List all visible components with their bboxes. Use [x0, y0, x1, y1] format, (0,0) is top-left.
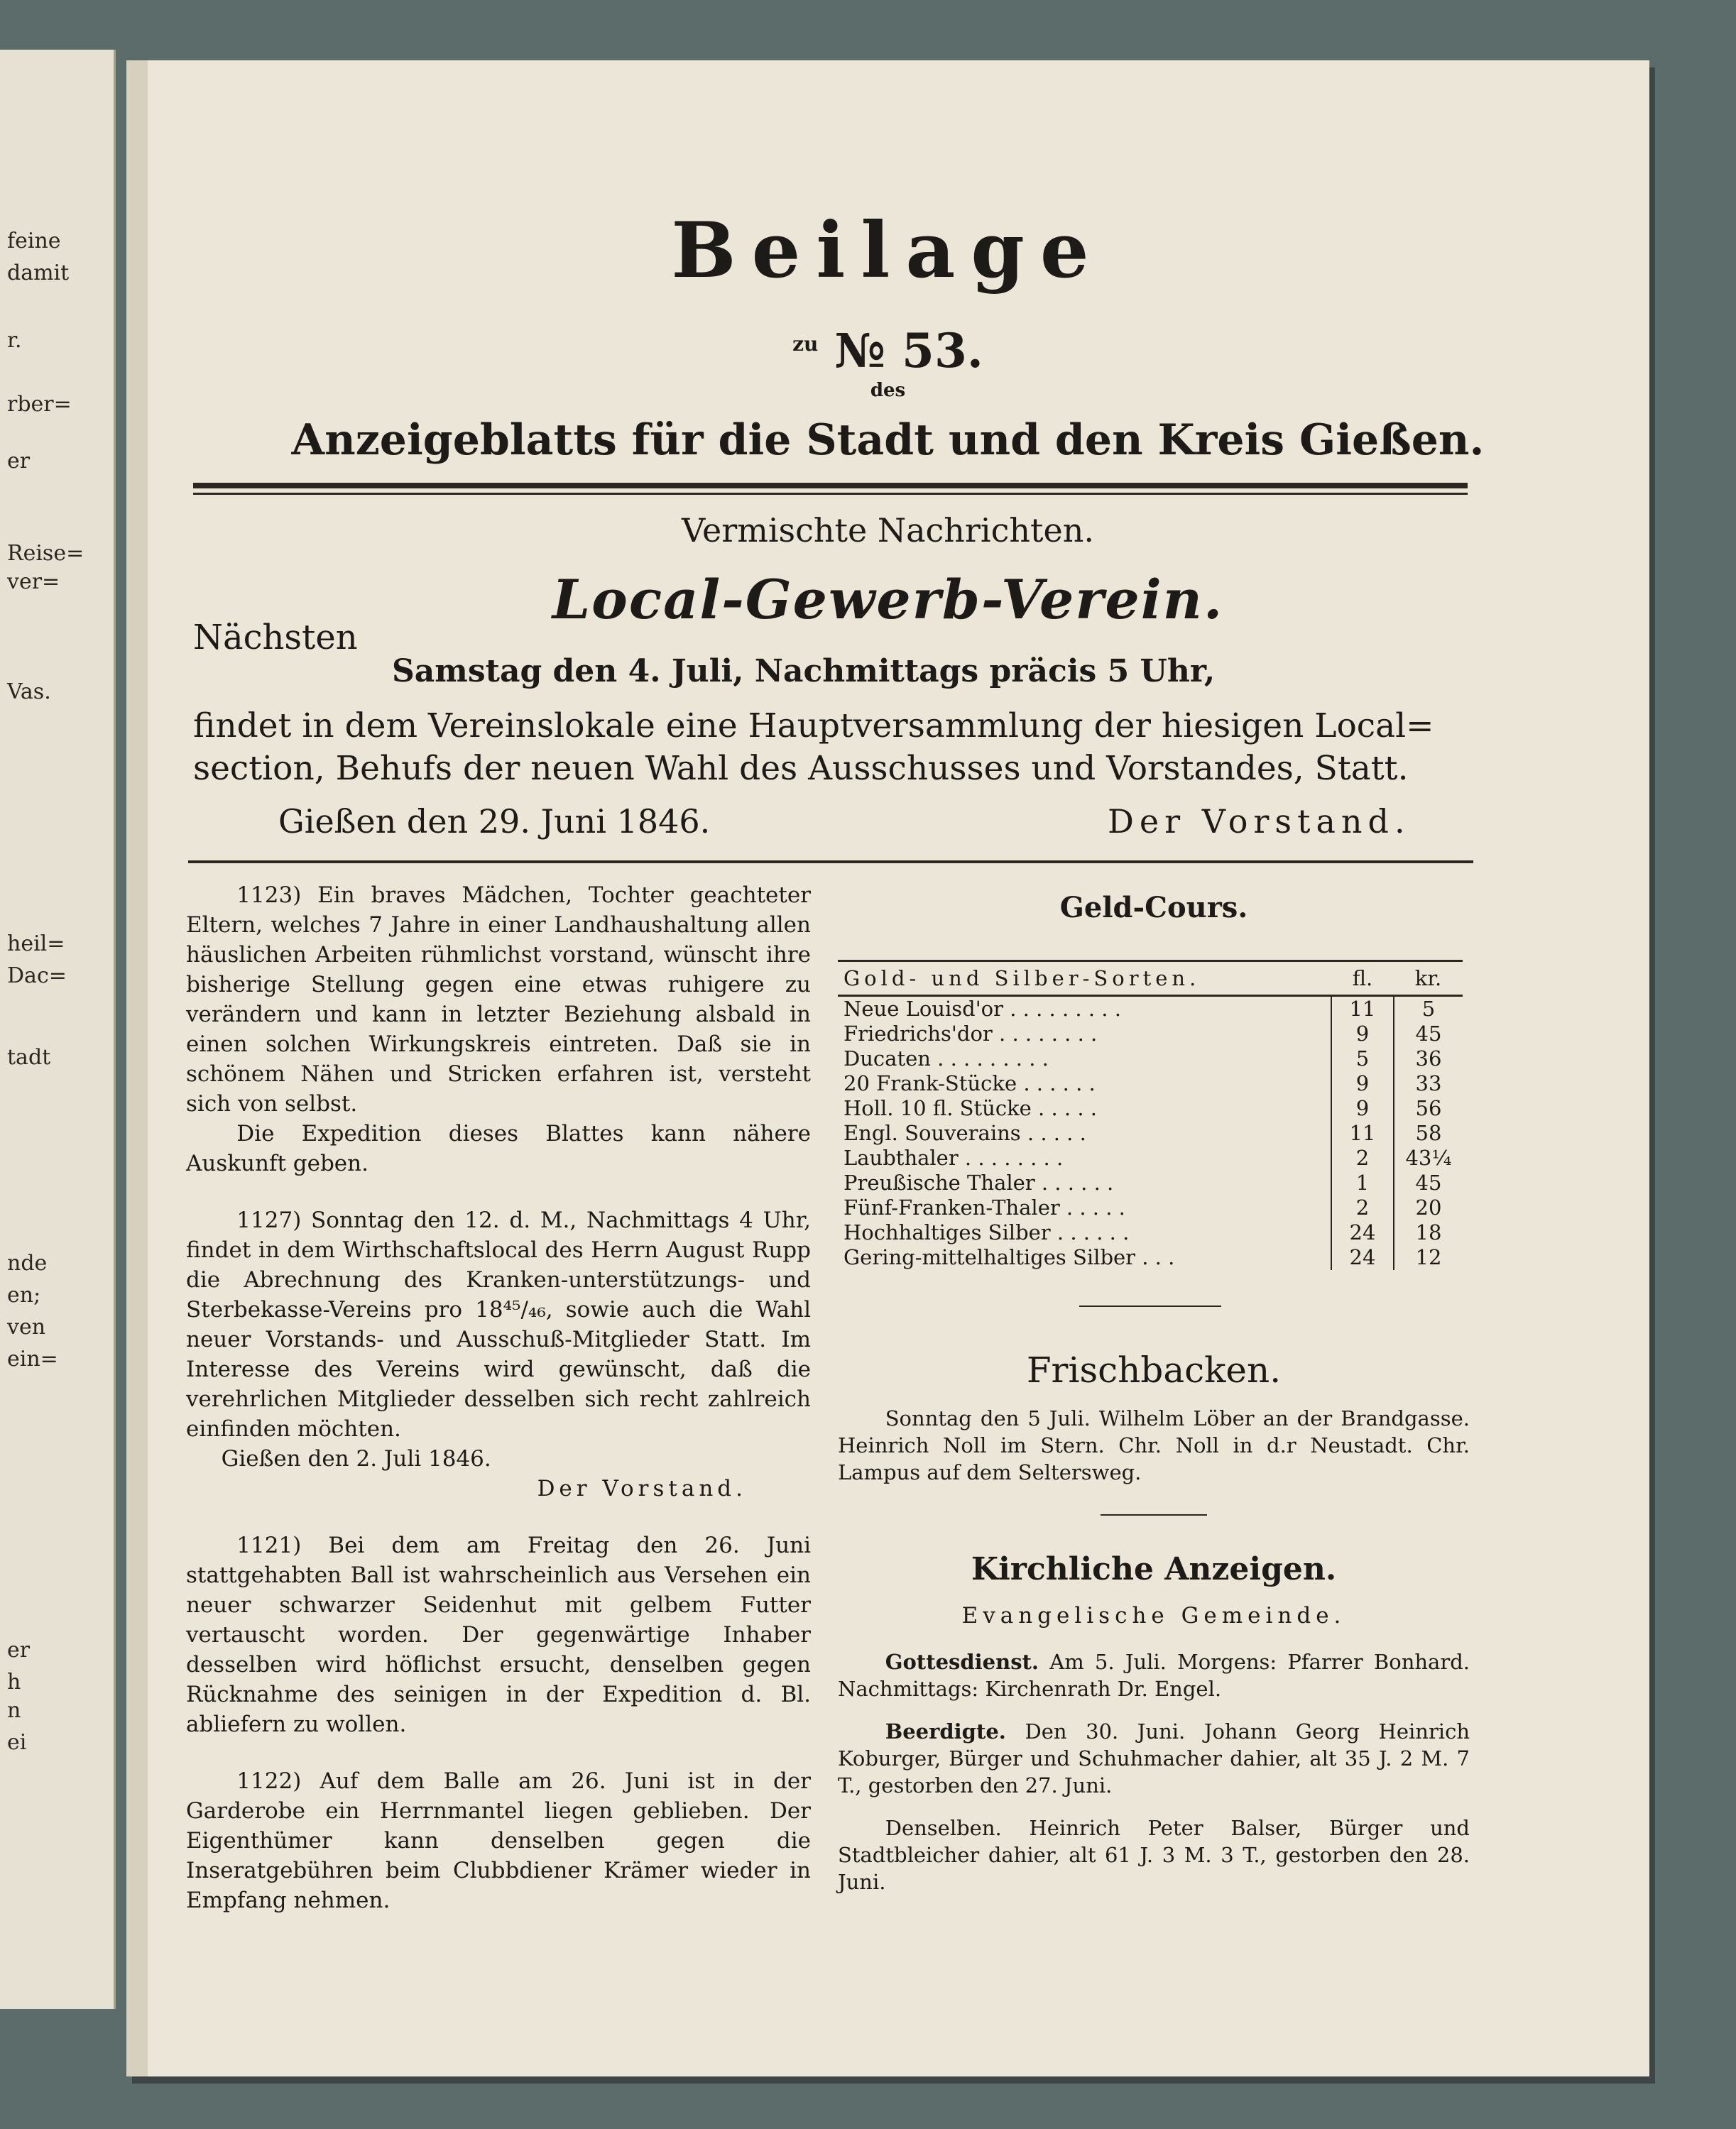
kirchliche-title: Kirchliche Anzeigen.	[971, 1551, 1337, 1587]
masthead-double-rule	[193, 483, 1468, 495]
gottesdienst-entry	[838, 1648, 1470, 1702]
coin-name: Engl. Souverains . . . . .	[844, 1121, 1086, 1145]
frischbacken-text	[838, 1405, 1470, 1486]
coin-fl: 24	[1331, 1245, 1394, 1270]
beerdigte-entry	[838, 1718, 1470, 1799]
margin-fragment: er	[7, 449, 31, 474]
margin-fragment: n	[7, 1698, 21, 1723]
table-row	[838, 1096, 1463, 1121]
coin-name: Ducaten . . . . . . . . .	[844, 1046, 1049, 1071]
ad-1127: 1127) Sonntag den 12. d. M., Nachmittags 4 Uhr, findet in dem Wirthschaftslocal des Herrn August Rupp die Abrechnung des Kranken-unterstützungs- und Sterbekasse-Vereins pro 18⁴⁵/₄₆, sowie auch die Wahl neuer Vorstands- und Ausschuß-Mitglieder Statt. Im Interesse des Vereins wird gewünscht, daß die verehrlichen Mitglieder desselben sich recht zahlreich einfinden möchten.	[186, 1208, 811, 1442]
coin-name: Gering-mittelhaltiges Silber . . .	[844, 1245, 1175, 1269]
gottesdienst-label: Gottesdienst.	[885, 1650, 1039, 1674]
frischbacken-paragraph: Sonntag den 5 Juli. Wilhelm Löber an der Brandgasse. Heinrich Noll im Stern. Chr. Noll in d.r Neustadt. Chr. Lampus auf dem Seltersweg.	[838, 1406, 1470, 1484]
coin-kr: 18	[1394, 1220, 1463, 1245]
notice-place-date: Gießen den 29. Juni 1846.	[278, 802, 711, 841]
margin-fragment: nde	[7, 1251, 48, 1276]
notice-signature: Der Vorstand.	[1108, 802, 1411, 841]
notice-line-2: Samstag den 4. Juli, Nachmittags präcis 5 Uhr,	[392, 653, 1216, 689]
kirchliche-text	[838, 1648, 1470, 1895]
margin-fragment: Reise=	[7, 541, 84, 566]
kirchliche-subtitle: Evangelische Gemeinde.	[961, 1603, 1346, 1629]
margin-fragment: Vas.	[7, 679, 51, 704]
section-divider	[1101, 1514, 1207, 1516]
coin-kr: 45	[1394, 1171, 1463, 1195]
coin-fl: 9	[1331, 1022, 1394, 1046]
coin-fl: 24	[1331, 1220, 1394, 1245]
margin-fragment: feine	[7, 229, 61, 253]
coin-name: Laubthaler . . . . . . . .	[844, 1146, 1064, 1170]
coin-fl: 11	[1331, 996, 1394, 1022]
margin-fragment: heil=	[7, 931, 65, 956]
coin-fl: 5	[1331, 1046, 1394, 1071]
coin-kr: 12	[1394, 1245, 1463, 1270]
ad-1123: 1123) Ein braves Mädchen, Tochter geachteter Eltern, welches 7 Jahre in einer Landhaushaltung allen häuslichen Arbeiten rühmlichst vorstand, wünscht ihre bisherige Stellung gegen eine etwas ruhigere zu verändern und kann in letzter Beziehung alsbald in einen solchen Wirkungskreis eintreten. Daß sie in schönem Nähen und Stricken erfahren ist, versteht sich von selbst.	[186, 882, 811, 1117]
margin-fragment: ven	[7, 1315, 46, 1340]
coin-name: Preußische Thaler . . . . . .	[844, 1171, 1114, 1195]
paper-name: Anzeigeblatts für die Stadt und den Kreis Gießen.	[291, 415, 1485, 465]
column-header: Gold- und Silber-Sorten.	[838, 961, 1331, 996]
frischbacken-title: Frischbacken.	[1026, 1350, 1282, 1391]
table-row	[838, 1146, 1463, 1171]
coin-kr: 58	[1394, 1121, 1463, 1146]
issue-number	[126, 323, 1649, 378]
margin-fragment: Dac=	[7, 963, 67, 988]
ad-1121: 1121) Bei dem am Freitag den 26. Juni stattgehabten Ball ist wahrscheinlich aus Versehen ein neuer schwarzer Seidenhut mit gelbem Futter vertauscht worden. Der gegenwärtige Inhaber desselben wird höflichst ersucht, denselben gegen Rücknahme des seinigen in der Expedition d. Bl. abliefern zu wollen.	[186, 1533, 811, 1737]
margin-fragment: rber=	[7, 392, 72, 417]
geld-cours-table	[838, 960, 1463, 1270]
margin-fragment: ein=	[7, 1347, 58, 1372]
number-label: № 53.	[834, 323, 983, 378]
coin-fl: 11	[1331, 1121, 1394, 1146]
ad-1127-place-date: Gießen den 2. Juli 1846.	[221, 1446, 491, 1472]
column-header: fl.	[1331, 961, 1394, 996]
denselben-entry: Denselben. Heinrich Peter Balser, Bürger und Stadtbleicher dahier, alt 61 J. 3 M. 3 T., gestorben den 28. Juni.	[838, 1816, 1470, 1894]
table-row	[838, 1245, 1463, 1270]
coin-kr: 33	[1394, 1071, 1463, 1096]
masthead-title: Beilage	[671, 206, 1105, 295]
coin-name: Neue Louisd'or . . . . . . . . .	[844, 997, 1121, 1021]
coin-kr: 20	[1394, 1195, 1463, 1220]
section-divider	[1079, 1306, 1221, 1307]
coin-fl: 1	[1331, 1171, 1394, 1195]
left-column	[186, 880, 811, 1942]
notice-line-4: section, Behufs der neuen Wahl des Ausschusses und Vorstandes, Statt.	[193, 749, 1409, 788]
margin-fragment: h	[7, 1670, 21, 1695]
ad-1123-expedition: Die Expedition dieses Blattes kann nähere Auskunft geben.	[186, 1121, 811, 1176]
coin-fl: 9	[1331, 1071, 1394, 1096]
column-header: kr.	[1394, 961, 1463, 996]
coin-kr: 56	[1394, 1096, 1463, 1121]
coin-fl: 2	[1331, 1195, 1394, 1220]
margin-fragment: en;	[7, 1283, 41, 1308]
gottesdienst-text: Am 5. Juli. Morgens: Pfarrer Bonhard. Nachmittags: Kirchenrath Dr. Engel.	[838, 1650, 1470, 1701]
des-label: des	[870, 380, 906, 401]
table-row	[838, 1046, 1463, 1071]
coin-kr: 5	[1394, 996, 1463, 1022]
margin-fragment: er	[7, 1638, 31, 1663]
margin-fragment: ver=	[7, 569, 60, 594]
adjacent-page-edge	[0, 50, 116, 2009]
notice-divider	[188, 860, 1473, 863]
coin-name: Friedrichs'dor . . . . . . . .	[844, 1022, 1098, 1046]
coin-fl: 9	[1331, 1096, 1394, 1121]
margin-fragment: damit	[7, 261, 70, 285]
geld-cours-title: Geld-Cours.	[1059, 891, 1248, 924]
coin-name: 20 Frank-Stücke . . . . . .	[844, 1071, 1096, 1095]
margin-fragment: r.	[7, 328, 22, 353]
margin-fragment: tadt	[7, 1045, 51, 1070]
section-heading: Vermischte Nachrichten.	[682, 511, 1094, 549]
table-row	[838, 1022, 1463, 1046]
zu-label: zu	[792, 332, 819, 356]
coin-name: Fünf-Franken-Thaler . . . . .	[844, 1195, 1125, 1220]
table-row	[838, 996, 1463, 1022]
coin-name: Holl. 10 fl. Stücke . . . . .	[844, 1096, 1097, 1120]
right-column	[838, 891, 1470, 1911]
coin-kr: 43¼	[1394, 1146, 1463, 1171]
table-header-row	[838, 961, 1463, 996]
table-row	[838, 1220, 1463, 1245]
margin-fragment: ei	[7, 1730, 27, 1755]
notice-line-1: Nächsten	[193, 618, 358, 657]
coin-kr: 36	[1394, 1046, 1463, 1071]
notice-line-3: findet in dem Vereinslokale eine Hauptversammlung der hiesigen Local=	[193, 706, 1434, 745]
coin-kr: 45	[1394, 1022, 1463, 1046]
table-row	[838, 1171, 1463, 1195]
notice-heading: Local-Gewerb-Verein.	[552, 568, 1224, 631]
table-row	[838, 1195, 1463, 1220]
table-row	[838, 1071, 1463, 1096]
table-row	[838, 1121, 1463, 1146]
beerdigte-label: Beerdigte.	[885, 1719, 1006, 1744]
beerdigte-text: Den 30. Juni. Johann Georg Heinrich Koburger, Bürger und Schuhmacher dahier, alt 35 J. 2 M. 7 T., gestorben den 27. Juni.	[838, 1719, 1470, 1797]
coin-fl: 2	[1331, 1146, 1394, 1171]
ad-1127-signature: Der Vorstand.	[537, 1476, 747, 1501]
coin-name: Hochhaltiges Silber . . . . . .	[844, 1220, 1130, 1244]
ad-1122: 1122) Auf dem Balle am 26. Juni ist in der Garderobe ein Herrnmantel liegen geblieben. Der Eigenthümer kann denselben gegen die Inseratgebühren beim Clubbdiener Krämer wieder in Empfang nehmen.	[186, 1768, 811, 1913]
